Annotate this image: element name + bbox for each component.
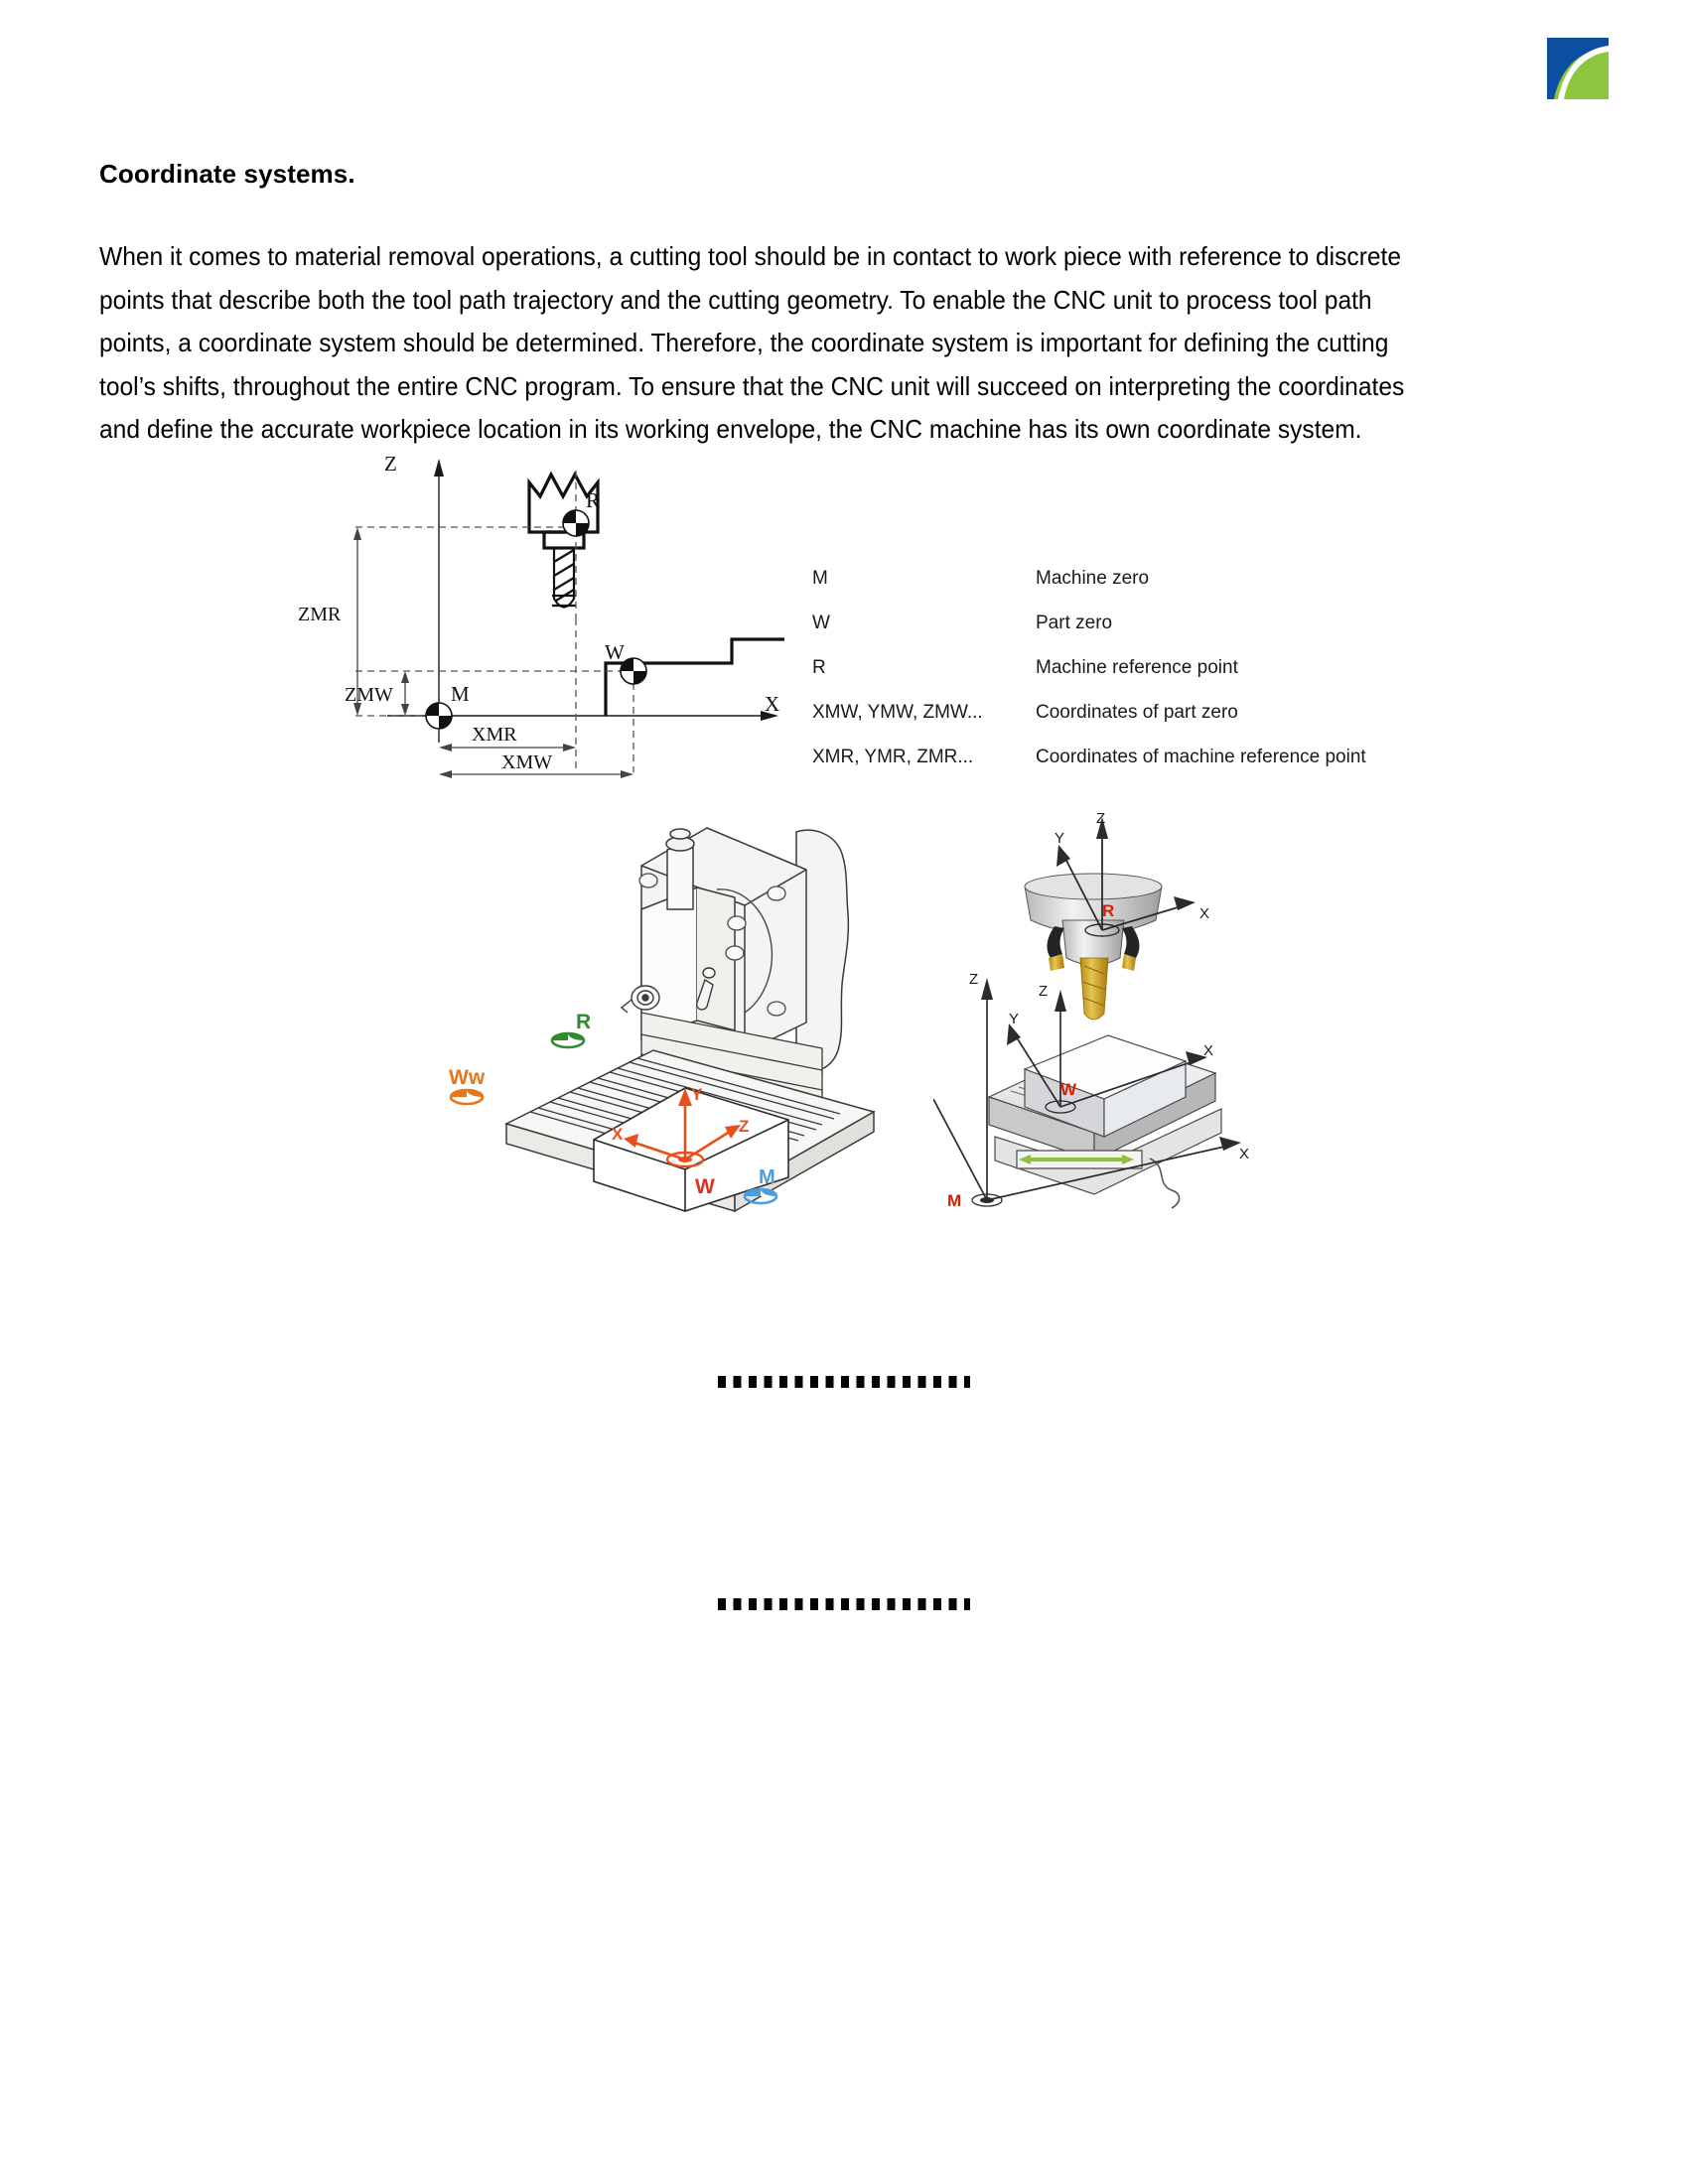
- schematic-dim-zmw: ZMW: [345, 684, 393, 706]
- machine-zero-marker-m: [426, 703, 452, 729]
- tool-axis-label-z: Z: [1096, 810, 1106, 827]
- table-label-r: R: [1102, 901, 1115, 920]
- machine-axis-label-x: X: [612, 1125, 624, 1144]
- legend-row: [812, 657, 1408, 702]
- schematic-dim-xmr: XMR: [472, 724, 517, 746]
- legend-description: Part zero: [1036, 613, 1113, 633]
- paragraph-line: points, a coordinate system should be determined. Therefore, the coordinate system is important for defining the cutting: [99, 328, 1389, 357]
- machine-axis-label-x: X: [1239, 1146, 1250, 1162]
- table-label-m: M: [947, 1191, 962, 1210]
- cnc-milling-machine-figure: [447, 814, 923, 1231]
- z-axis-arrowhead: [434, 459, 444, 477]
- legend-description: Coordinates of machine reference point: [1036, 747, 1366, 767]
- part-axis-label-y: Y: [1009, 1011, 1020, 1027]
- paragraph-line: tool’s shifts, throughout the entire CNC program. To ensure that the CNC unit will succeed on interpreting the coordinates: [99, 370, 1405, 401]
- page-heading: Coordinate systems.: [99, 159, 355, 189]
- machine-axis-label-z: Z: [739, 1117, 750, 1136]
- company-logo: [1547, 38, 1609, 99]
- legend-symbol: R: [812, 657, 826, 678]
- schematic-axis-z: Z: [384, 452, 397, 476]
- coordinate-schematic-figure: [288, 445, 784, 797]
- machine-label-ww: Ww: [449, 1066, 486, 1089]
- machine-label-r: R: [576, 1011, 592, 1033]
- machine-label-w: W: [695, 1175, 715, 1198]
- dotted-leader-line: [718, 1598, 970, 1610]
- part-axis-label-z: Z: [1039, 983, 1049, 1000]
- legend-symbol: W: [812, 613, 830, 633]
- part-zero-marker-w: [621, 658, 646, 684]
- cutting-tool: [1080, 958, 1108, 1020]
- paragraph-line: points that describe both the tool path trajectory and the cutting geometry. To enable the CNC unit to process tool path: [99, 284, 1372, 315]
- legend-row: [812, 747, 1408, 791]
- machine-axis-label-y: Y: [691, 1085, 703, 1104]
- tool-axis-label-x: X: [1199, 905, 1210, 922]
- part-axis-label-x: X: [1203, 1042, 1214, 1059]
- legend-description: Machine reference point: [1036, 657, 1238, 678]
- legend-row: [812, 613, 1408, 657]
- tool-axis-label-y: Y: [1055, 830, 1065, 847]
- machine-axis-label-z: Z: [969, 971, 979, 988]
- schematic-axis-x: X: [765, 692, 780, 716]
- paragraph-line: and define the accurate workpiece location in its working envelope, the CNC machine has its own coordinate system.: [99, 414, 1362, 444]
- schematic-dim-xmw: XMW: [501, 751, 553, 773]
- legend-description: Coordinates of part zero: [1036, 702, 1238, 723]
- machine-label-m: M: [759, 1166, 775, 1188]
- schematic-dim-zmr: ZMR: [298, 604, 342, 625]
- tool-holder: [1025, 874, 1162, 971]
- legend-symbol: XMR, YMR, ZMR...: [812, 747, 974, 767]
- schematic-label-w: W: [605, 640, 625, 664]
- dotted-leader-line: [718, 1376, 970, 1388]
- machine-marker-ww: [451, 1090, 483, 1104]
- legend-symbol: XMW, YMW, ZMW...: [812, 702, 983, 723]
- legend-row: [812, 568, 1408, 613]
- tool-and-table-figure: [933, 809, 1281, 1226]
- schematic-legend: [812, 568, 1408, 791]
- schematic-label-r: R: [586, 488, 601, 512]
- machine-marker-m: [745, 1189, 776, 1203]
- legend-description: Machine zero: [1036, 568, 1150, 589]
- paragraph-line: When it comes to material removal operations, a cutting tool should be in contact to work piece with reference to discrete: [99, 241, 1402, 271]
- legend-row: [812, 702, 1408, 747]
- machine-marker-r: [552, 1033, 584, 1047]
- schematic-label-m: M: [451, 682, 470, 706]
- body-paragraph: [99, 235, 1633, 452]
- table-label-w: W: [1060, 1080, 1077, 1099]
- legend-symbol: M: [812, 568, 828, 589]
- reference-point-marker-r: [563, 510, 589, 536]
